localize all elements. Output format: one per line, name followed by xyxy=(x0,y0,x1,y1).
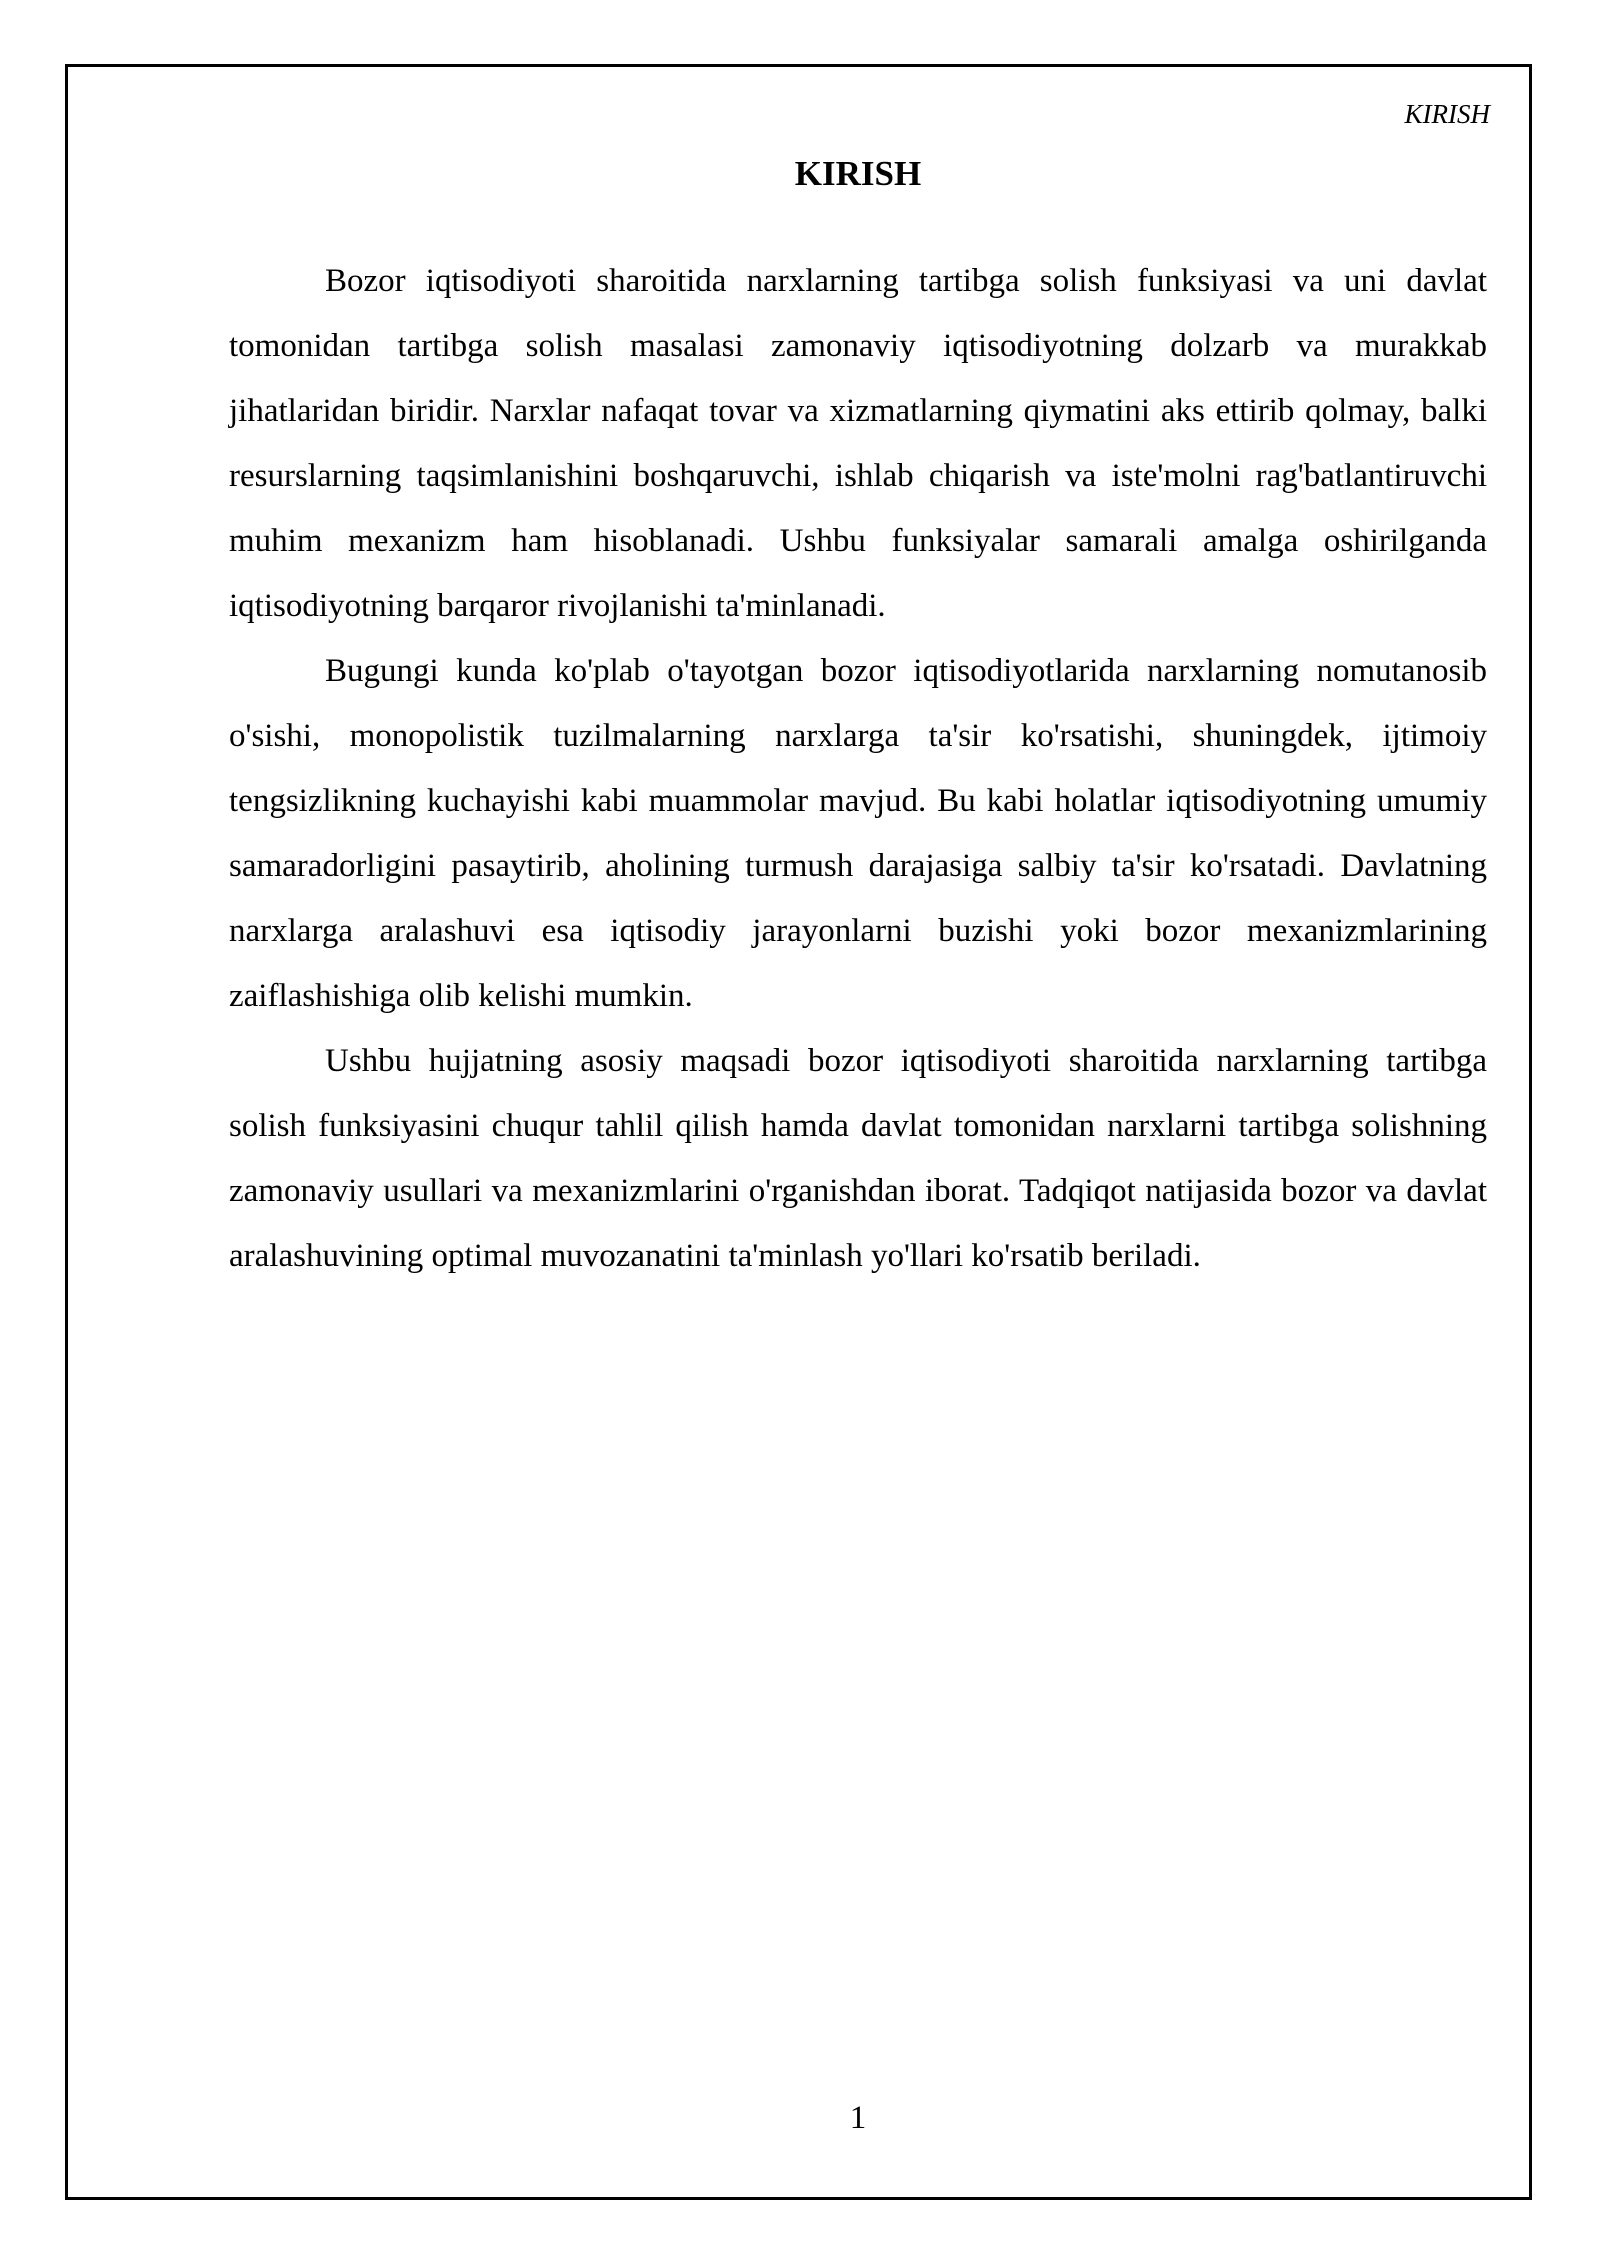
paragraph-3: Ushbu hujjatning asosiy maqsadi bozor iqtisodiyoti sharoitida narxlarning tartibga solish funksiyasini chuqur tahlil qilish hamda davlat tomonidan narxlarni tartibga solishning zamonaviy usullari va mexanizmlarini o'rganishdan iborat. Tadqiqot natijasida bozor va davlat aralashuvining optimal muvozanatini ta'minlash yo'llari ko'rsatib beriladi. xyxy=(229,1043,1487,1274)
page-number: 1 xyxy=(849,2100,867,2136)
paragraph-2: Bugungi kunda ko'plab o'tayotgan bozor iqtisodiyotlarida narxlarning nomutanosib o'sishi, monopolistik tuzilmalarning narxlarga ta'sir ko'rsatishi, shuningdek, ijtimoiy tengsizlikning kuchayishi kabi muammolar mavjud. Bu kabi holatlar iqtisodiyotning umumiy samaradorligini pasaytirib, aholining turmush darajasiga salbiy ta'sir ko'rsatadi. Davlatning narxlarga aralashuvi esa iqtisodiy jarayonlarni buzishi yoki bozor mexanizmlarining zaiflashishiga olib kelishi mumkin. xyxy=(229,653,1487,1014)
body-text xyxy=(229,249,1487,1289)
paragraph-1: Bozor iqtisodiyoti sharoitida narxlarning tartibga solish funksiyasi va uni davlat tomonidan tartibga solish masalasi zamonaviy iqtisodiyotning dolzarb va murakkab jihatlaridan biridir. Narxlar nafaqat tovar va xizmatlarning qiymatini aks ettirib qolmay, balki resurslarning taqsimlanishini boshqaruvchi, ishlab chiqarish va iste'molni rag'batlantiruvchi muhim mexanizm ham hisoblanadi. Ushbu funksiyalar samarali amalga oshirilganda iqtisodiyotning barqaror rivojlanishi ta'minlanadi. xyxy=(229,263,1487,624)
page-title: KIRISH xyxy=(794,154,922,193)
running-header: KIRISH xyxy=(1404,99,1490,129)
